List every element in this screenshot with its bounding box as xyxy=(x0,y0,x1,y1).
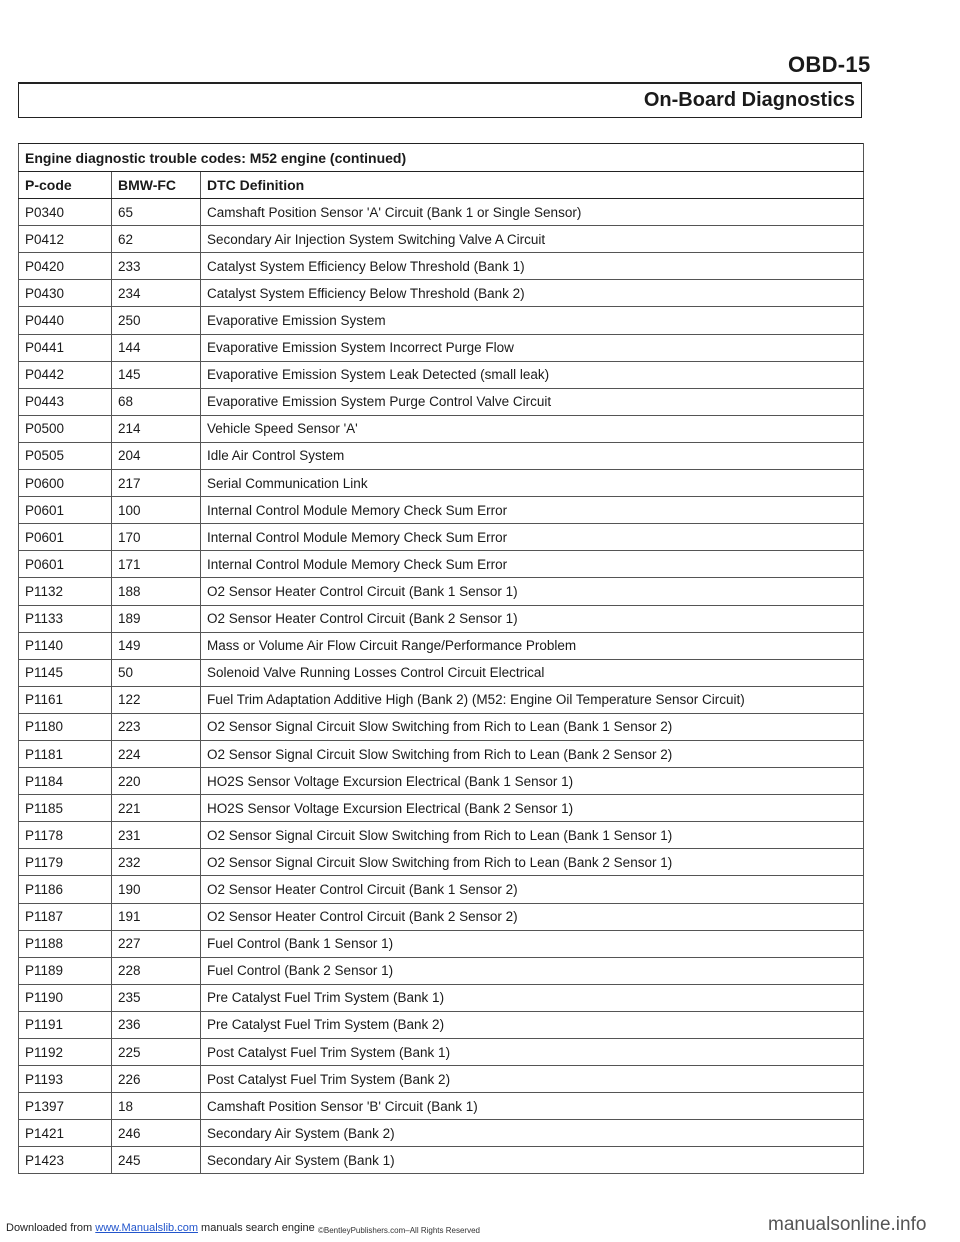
cell-pcode: P1397 xyxy=(19,1093,112,1120)
cell-bmwfc: 214 xyxy=(112,415,201,442)
cell-pcode: P1181 xyxy=(19,740,112,767)
cell-pcode: P1145 xyxy=(19,659,112,686)
cell-bmwfc: 228 xyxy=(112,957,201,984)
table-row xyxy=(19,578,864,605)
table-row xyxy=(19,226,864,253)
cell-bmwfc: 18 xyxy=(112,1093,201,1120)
cell-bmwfc: 189 xyxy=(112,605,201,632)
cell-bmwfc: 234 xyxy=(112,280,201,307)
table-row xyxy=(19,795,864,822)
table-row xyxy=(19,605,864,632)
table-row xyxy=(19,1120,864,1147)
table-row xyxy=(19,551,864,578)
cell-pcode: P1186 xyxy=(19,876,112,903)
table-row xyxy=(19,415,864,442)
cell-pcode: P1423 xyxy=(19,1147,112,1174)
cell-definition: Solenoid Valve Running Losses Control Circuit Electrical xyxy=(201,659,864,686)
cell-bmwfc: 246 xyxy=(112,1120,201,1147)
table-row xyxy=(19,307,864,334)
cell-definition: Idle Air Control System xyxy=(201,442,864,469)
cell-pcode: P1184 xyxy=(19,768,112,795)
column-header-pcode: P-code xyxy=(19,172,112,199)
table-row xyxy=(19,361,864,388)
watermark-text: manualsonline.info xyxy=(768,1214,927,1235)
cell-definition: Evaporative Emission System xyxy=(201,307,864,334)
cell-definition: HO2S Sensor Voltage Excursion Electrical (Bank 2 Sensor 1) xyxy=(201,795,864,822)
cell-pcode: P0505 xyxy=(19,442,112,469)
table-row xyxy=(19,1066,864,1093)
cell-bmwfc: 225 xyxy=(112,1039,201,1066)
cell-bmwfc: 122 xyxy=(112,686,201,713)
cell-bmwfc: 231 xyxy=(112,822,201,849)
cell-pcode: P1193 xyxy=(19,1066,112,1093)
cell-definition: Camshaft Position Sensor 'B' Circuit (Bank 1) xyxy=(201,1093,864,1120)
dtc-table xyxy=(18,143,864,1174)
cell-pcode: P0500 xyxy=(19,415,112,442)
table-header-row xyxy=(19,172,864,199)
cell-definition: Evaporative Emission System Leak Detected (small leak) xyxy=(201,361,864,388)
table-row xyxy=(19,930,864,957)
cell-definition: Fuel Control (Bank 1 Sensor 1) xyxy=(201,930,864,957)
table-row xyxy=(19,280,864,307)
cell-definition: Post Catalyst Fuel Trim System (Bank 1) xyxy=(201,1039,864,1066)
cell-bmwfc: 226 xyxy=(112,1066,201,1093)
cell-definition: Internal Control Module Memory Check Sum Error xyxy=(201,524,864,551)
cell-bmwfc: 191 xyxy=(112,903,201,930)
table-row xyxy=(19,497,864,524)
cell-pcode: P1421 xyxy=(19,1120,112,1147)
cell-pcode: P0340 xyxy=(19,199,112,226)
cell-definition: O2 Sensor Heater Control Circuit (Bank 2 Sensor 2) xyxy=(201,903,864,930)
cell-definition: O2 Sensor Signal Circuit Slow Switching from Rich to Lean (Bank 1 Sensor 2) xyxy=(201,713,864,740)
cell-pcode: P1140 xyxy=(19,632,112,659)
table-row xyxy=(19,903,864,930)
cell-pcode: P1132 xyxy=(19,578,112,605)
cell-definition: Camshaft Position Sensor 'A' Circuit (Bank 1 or Single Sensor) xyxy=(201,199,864,226)
cell-definition: HO2S Sensor Voltage Excursion Electrical (Bank 1 Sensor 1) xyxy=(201,768,864,795)
section-title: On-Board Diagnostics xyxy=(643,89,855,111)
cell-bmwfc: 190 xyxy=(112,876,201,903)
cell-bmwfc: 235 xyxy=(112,984,201,1011)
cell-pcode: P0430 xyxy=(19,280,112,307)
cell-bmwfc: 220 xyxy=(112,768,201,795)
cell-definition: Mass or Volume Air Flow Circuit Range/Performance Problem xyxy=(201,632,864,659)
cell-pcode: P0412 xyxy=(19,226,112,253)
cell-definition: Internal Control Module Memory Check Sum Error xyxy=(201,551,864,578)
cell-pcode: P0443 xyxy=(19,388,112,415)
download-prefix: Downloaded from xyxy=(6,1222,93,1234)
cell-definition: Fuel Control (Bank 2 Sensor 1) xyxy=(201,957,864,984)
cell-pcode: P1192 xyxy=(19,1039,112,1066)
cell-definition: Post Catalyst Fuel Trim System (Bank 2) xyxy=(201,1066,864,1093)
cell-definition: O2 Sensor Signal Circuit Slow Switching from Rich to Lean (Bank 2 Sensor 2) xyxy=(201,740,864,767)
download-notice xyxy=(6,1222,315,1234)
table-row xyxy=(19,524,864,551)
cell-bmwfc: 149 xyxy=(112,632,201,659)
cell-pcode: P1185 xyxy=(19,795,112,822)
cell-bmwfc: 236 xyxy=(112,1011,201,1038)
cell-pcode: P0420 xyxy=(19,253,112,280)
cell-pcode: P1178 xyxy=(19,822,112,849)
cell-bmwfc: 204 xyxy=(112,442,201,469)
cell-pcode: P1133 xyxy=(19,605,112,632)
cell-definition: Pre Catalyst Fuel Trim System (Bank 2) xyxy=(201,1011,864,1038)
cell-pcode: P1189 xyxy=(19,957,112,984)
table-row xyxy=(19,1039,864,1066)
cell-definition: Vehicle Speed Sensor 'A' xyxy=(201,415,864,442)
cell-pcode: P1191 xyxy=(19,1011,112,1038)
cell-definition: O2 Sensor Heater Control Circuit (Bank 1 Sensor 2) xyxy=(201,876,864,903)
table-caption-row xyxy=(19,144,864,172)
cell-bmwfc: 144 xyxy=(112,334,201,361)
cell-bmwfc: 245 xyxy=(112,1147,201,1174)
cell-bmwfc: 224 xyxy=(112,740,201,767)
cell-definition: Serial Communication Link xyxy=(201,470,864,497)
table-row xyxy=(19,1093,864,1120)
cell-pcode: P1188 xyxy=(19,930,112,957)
table-row xyxy=(19,686,864,713)
copyright-notice: ©BentleyPublishers.com–All Rights Reserved xyxy=(318,1226,480,1235)
cell-bmwfc: 221 xyxy=(112,795,201,822)
cell-definition: Internal Control Module Memory Check Sum Error xyxy=(201,497,864,524)
cell-pcode: P0601 xyxy=(19,551,112,578)
cell-bmwfc: 170 xyxy=(112,524,201,551)
cell-definition: O2 Sensor Signal Circuit Slow Switching from Rich to Lean (Bank 1 Sensor 1) xyxy=(201,822,864,849)
table-row xyxy=(19,822,864,849)
table-row xyxy=(19,388,864,415)
table-row xyxy=(19,768,864,795)
table-row xyxy=(19,984,864,1011)
cell-definition: O2 Sensor Signal Circuit Slow Switching from Rich to Lean (Bank 2 Sensor 1) xyxy=(201,849,864,876)
table-caption: Engine diagnostic trouble codes: M52 engine (continued) xyxy=(19,144,864,172)
table-row xyxy=(19,253,864,280)
cell-pcode: P1180 xyxy=(19,713,112,740)
cell-definition: Pre Catalyst Fuel Trim System (Bank 1) xyxy=(201,984,864,1011)
table-row xyxy=(19,1147,864,1174)
cell-definition: O2 Sensor Heater Control Circuit (Bank 2 Sensor 1) xyxy=(201,605,864,632)
cell-definition: O2 Sensor Heater Control Circuit (Bank 1 Sensor 1) xyxy=(201,578,864,605)
cell-definition: Catalyst System Efficiency Below Threshold (Bank 1) xyxy=(201,253,864,280)
cell-pcode: P1161 xyxy=(19,686,112,713)
table-row xyxy=(19,659,864,686)
cell-definition: Secondary Air System (Bank 2) xyxy=(201,1120,864,1147)
cell-definition: Evaporative Emission System Purge Control Valve Circuit xyxy=(201,388,864,415)
download-suffix: manuals search engine xyxy=(201,1222,315,1234)
cell-bmwfc: 50 xyxy=(112,659,201,686)
table-row xyxy=(19,957,864,984)
cell-bmwfc: 227 xyxy=(112,930,201,957)
table-row xyxy=(19,442,864,469)
cell-bmwfc: 62 xyxy=(112,226,201,253)
table-row xyxy=(19,1011,864,1038)
column-header-bmwfc: BMW-FC xyxy=(112,172,201,199)
cell-pcode: P0442 xyxy=(19,361,112,388)
cell-bmwfc: 250 xyxy=(112,307,201,334)
cell-bmwfc: 100 xyxy=(112,497,201,524)
page-number: OBD-15 xyxy=(788,52,871,77)
cell-pcode: P0600 xyxy=(19,470,112,497)
cell-definition: Secondary Air System (Bank 1) xyxy=(201,1147,864,1174)
cell-bmwfc: 145 xyxy=(112,361,201,388)
table-row xyxy=(19,849,864,876)
table-row xyxy=(19,470,864,497)
cell-bmwfc: 233 xyxy=(112,253,201,280)
cell-pcode: P1179 xyxy=(19,849,112,876)
cell-definition: Catalyst System Efficiency Below Threshold (Bank 2) xyxy=(201,280,864,307)
table-row xyxy=(19,713,864,740)
cell-bmwfc: 171 xyxy=(112,551,201,578)
column-header-definition: DTC Definition xyxy=(201,172,864,199)
cell-bmwfc: 188 xyxy=(112,578,201,605)
cell-pcode: P1187 xyxy=(19,903,112,930)
cell-bmwfc: 232 xyxy=(112,849,201,876)
cell-bmwfc: 217 xyxy=(112,470,201,497)
cell-bmwfc: 68 xyxy=(112,388,201,415)
table-row xyxy=(19,876,864,903)
cell-definition: Evaporative Emission System Incorrect Purge Flow xyxy=(201,334,864,361)
table-row xyxy=(19,199,864,226)
cell-pcode: P0601 xyxy=(19,497,112,524)
cell-pcode: P1190 xyxy=(19,984,112,1011)
section-header-bar xyxy=(18,82,862,118)
table-body xyxy=(19,199,864,1174)
cell-pcode: P0440 xyxy=(19,307,112,334)
cell-pcode: P0441 xyxy=(19,334,112,361)
manualslib-link[interactable]: www.Manualslib.com xyxy=(95,1222,198,1234)
cell-bmwfc: 223 xyxy=(112,713,201,740)
cell-definition: Secondary Air Injection System Switching Valve A Circuit xyxy=(201,226,864,253)
cell-bmwfc: 65 xyxy=(112,199,201,226)
table-row xyxy=(19,334,864,361)
table-row xyxy=(19,740,864,767)
cell-definition: Fuel Trim Adaptation Additive High (Bank 2) (M52: Engine Oil Temperature Sensor Circuit) xyxy=(201,686,864,713)
cell-pcode: P0601 xyxy=(19,524,112,551)
table-row xyxy=(19,632,864,659)
